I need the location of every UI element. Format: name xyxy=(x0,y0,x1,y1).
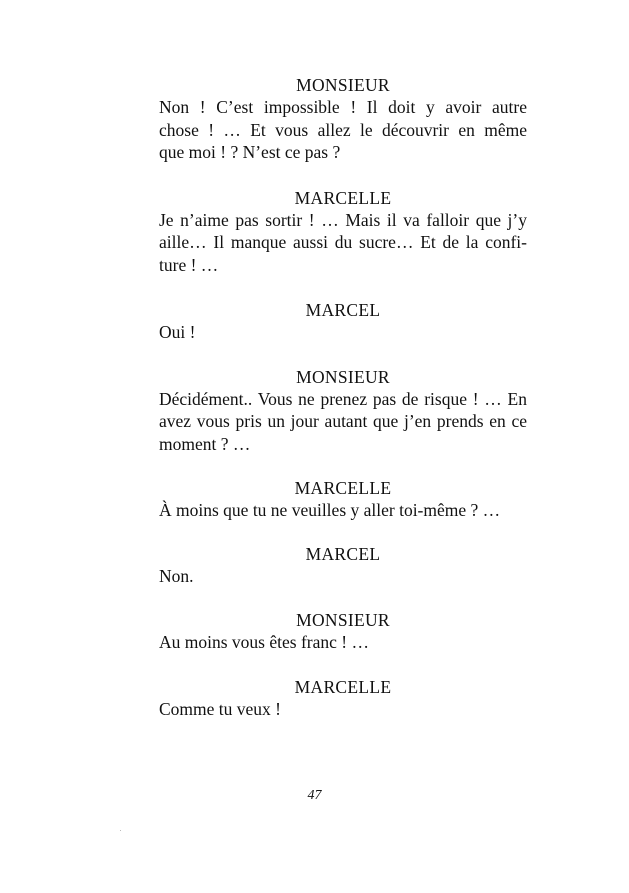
speaker-name: MONSIEUR xyxy=(296,366,390,387)
dialogue-line: chose ! … Et vous allez le découvrir en même xyxy=(159,119,527,140)
speaker-name: MARCELLE xyxy=(294,187,392,208)
dialogue-line: À moins que tu ne veuilles y aller toi-même ? … xyxy=(159,500,501,520)
dialogue-line: ture ! … xyxy=(159,254,219,275)
dialogue-line: Je n’aime pas sortir ! … Mais il va falloir que j’y xyxy=(159,209,527,230)
speaker-name: MARCELLE xyxy=(294,676,392,697)
dialogue-line: Non ! C’est impossible ! Il doit y avoir autre xyxy=(159,97,527,117)
dialogue-line: que moi ! ? N’est ce pas ? xyxy=(159,142,341,162)
speaker-name: MARCEL xyxy=(305,543,381,564)
page-number: 47 xyxy=(307,788,322,803)
speech-marcel-1 xyxy=(159,299,527,344)
speech-marcelle-2 xyxy=(159,477,527,522)
speech-marcelle-1 xyxy=(159,187,527,277)
speech-marcelle-3 xyxy=(159,676,527,721)
speaker-name: MONSIEUR xyxy=(296,610,390,630)
dialogue-block xyxy=(159,74,527,720)
speech-monsieur-1 xyxy=(159,74,527,164)
speech-marcel-2 xyxy=(159,543,527,588)
paper-speck xyxy=(120,830,121,831)
dialogue-line: avez vous pris un jour autant que j’en prends en ce xyxy=(159,411,527,431)
speech-monsieur-2 xyxy=(159,366,527,456)
dialogue-line: Oui ! xyxy=(159,322,196,342)
dialogue-line: Au moins vous êtes franc ! … xyxy=(159,632,369,652)
speaker-name: MONSIEUR xyxy=(296,75,390,95)
speaker-name: MARCEL xyxy=(305,300,381,320)
dialogue-line: moment ? … xyxy=(159,433,251,454)
dialogue-line: Décidément.. Vous ne prenez pas de risque ! … En xyxy=(159,388,527,409)
dialogue-line: Comme tu veux ! xyxy=(159,698,281,719)
dialogue-line: Non. xyxy=(159,565,194,586)
dialogue-line: aille… Il manque aussi du sucre… Et de la confi- xyxy=(159,232,527,252)
speaker-name: MARCELLE xyxy=(294,478,392,498)
speech-monsieur-3 xyxy=(159,609,527,654)
